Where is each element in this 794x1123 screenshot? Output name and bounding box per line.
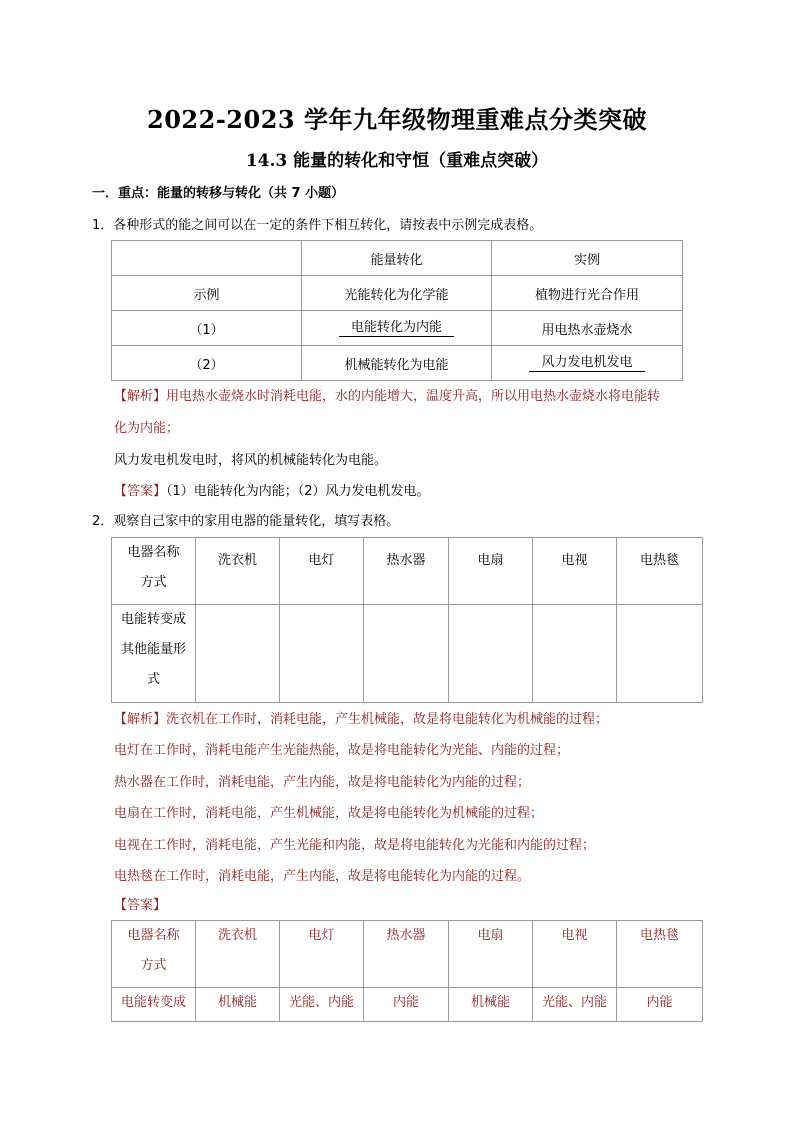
document-title: 2022-2023 学年九年级物理重难点分类突破: [147, 105, 647, 134]
analysis-line: 电热毯在工作时，消耗电能，产生内能，故是将电能转化为内能的过程。: [114, 869, 531, 884]
table-cell: 电热毯: [617, 538, 703, 605]
table-cell: 示例: [112, 276, 302, 311]
table-cell: 电扇: [449, 538, 533, 605]
table-row: [112, 605, 703, 703]
table-cell: （1）: [112, 311, 302, 346]
table-cell: 热水器: [364, 538, 449, 605]
table-cell: 电器名称 方式: [112, 921, 196, 988]
table-cell: 机械能: [196, 988, 280, 1022]
table-cell: [492, 346, 683, 381]
table-cell: 实例: [492, 241, 683, 276]
analysis-line: 电扇在工作时，消耗电能，产生机械能，故是将电能转化为机械能的过程；: [114, 806, 544, 821]
table-cell: 电能转变成: [112, 988, 196, 1022]
table-row: [112, 311, 683, 346]
table-cell: 植物进行光合作用: [492, 276, 683, 311]
table-cell: 用电热水壶烧水: [492, 311, 683, 346]
table-cell: （2）: [112, 346, 302, 381]
table-cell: 能量转化: [302, 241, 492, 276]
table-cell-empty: [617, 605, 703, 703]
table-cell: 电能转变成 其他能量形 式: [112, 605, 196, 703]
analysis-label: 【解析】: [114, 389, 167, 404]
table-cell: 电灯: [280, 538, 364, 605]
table-cell: 光能、内能: [533, 988, 617, 1022]
table-cell-empty: [533, 605, 617, 703]
table-cell-empty: [364, 605, 449, 703]
table-cell: [112, 241, 302, 276]
table-cell: 电热毯: [617, 921, 703, 988]
table-cell-empty: [196, 605, 280, 703]
table-cell: 电视: [533, 538, 617, 605]
table-cell: 内能: [364, 988, 449, 1022]
filled-answer-blank: 电能转化为内能: [339, 320, 454, 337]
question-2-table: [111, 537, 703, 703]
table-cell: 电器名称 方式: [112, 538, 196, 605]
table-cell: 电视: [533, 921, 617, 988]
analysis-label: 【解析】: [114, 712, 167, 727]
table-row: [112, 988, 703, 1022]
table-cell: 机械能: [449, 988, 533, 1022]
table-cell: 热水器: [364, 921, 449, 988]
table-cell: 光能、内能: [280, 988, 364, 1022]
table-row: [112, 346, 683, 381]
table-cell: 洗衣机: [196, 538, 280, 605]
table-cell: 内能: [617, 988, 703, 1022]
table-cell: 电灯: [280, 921, 364, 988]
filled-answer-blank: 风力发电机发电: [529, 355, 644, 372]
table-cell: 电扇: [449, 921, 533, 988]
question-2-prompt: 2．观察自己家中的家用电器的能量转化，填写表格。: [92, 514, 400, 529]
table-header-row: [112, 241, 683, 276]
table-cell-empty: [280, 605, 364, 703]
table-header-row: [112, 538, 703, 605]
question-1-table: [111, 240, 683, 381]
analysis-line: 电灯在工作时，消耗电能产生光能热能，故是将电能转化为光能、内能的过程；: [114, 743, 570, 758]
question-1-prompt: 1．各种形式的能之间可以在一定的条件下相互转化，请按表中示例完成表格。: [92, 218, 543, 233]
answer-label: 【答案】: [114, 898, 167, 913]
analysis-line: 【解析】用电热水壶烧水时消耗电能，水的内能增大，温度升高，所以用电热水壶烧水将电能转: [114, 389, 661, 404]
table-cell: 机械能转化为电能: [302, 346, 492, 381]
answer-label: 【答案】: [114, 484, 167, 499]
analysis-line: 电视在工作时，消耗电能，产生光能和内能，故是将电能转化为光能和内能的过程；: [114, 838, 596, 853]
analysis-line: 热水器在工作时，消耗电能，产生内能，故是将电能转化为内能的过程；: [114, 775, 531, 790]
table-header-row: [112, 921, 703, 988]
analysis-line: 【解析】洗衣机在工作时，消耗电能，产生机械能，故是将电能转化为机械能的过程；: [114, 712, 609, 727]
table-cell: 光能转化为化学能: [302, 276, 492, 311]
analysis-line: 化为内能；: [114, 421, 180, 436]
table-cell: 洗衣机: [196, 921, 280, 988]
table-cell: [302, 311, 492, 346]
question-2-answer-table: [111, 920, 703, 1022]
table-row: [112, 276, 683, 311]
analysis-line: 风力发电机发电时，将风的机械能转化为电能。: [114, 453, 388, 468]
document-subtitle: 14.3 能量的转化和守恒（重难点突破）: [245, 151, 549, 171]
table-cell-empty: [449, 605, 533, 703]
answer-line: 【答案】（1）电能转化为内能；（2）风力发电机发电。: [114, 484, 430, 499]
section-heading: 一．重点：能量的转移与转化（共 7 小题）: [92, 186, 345, 201]
